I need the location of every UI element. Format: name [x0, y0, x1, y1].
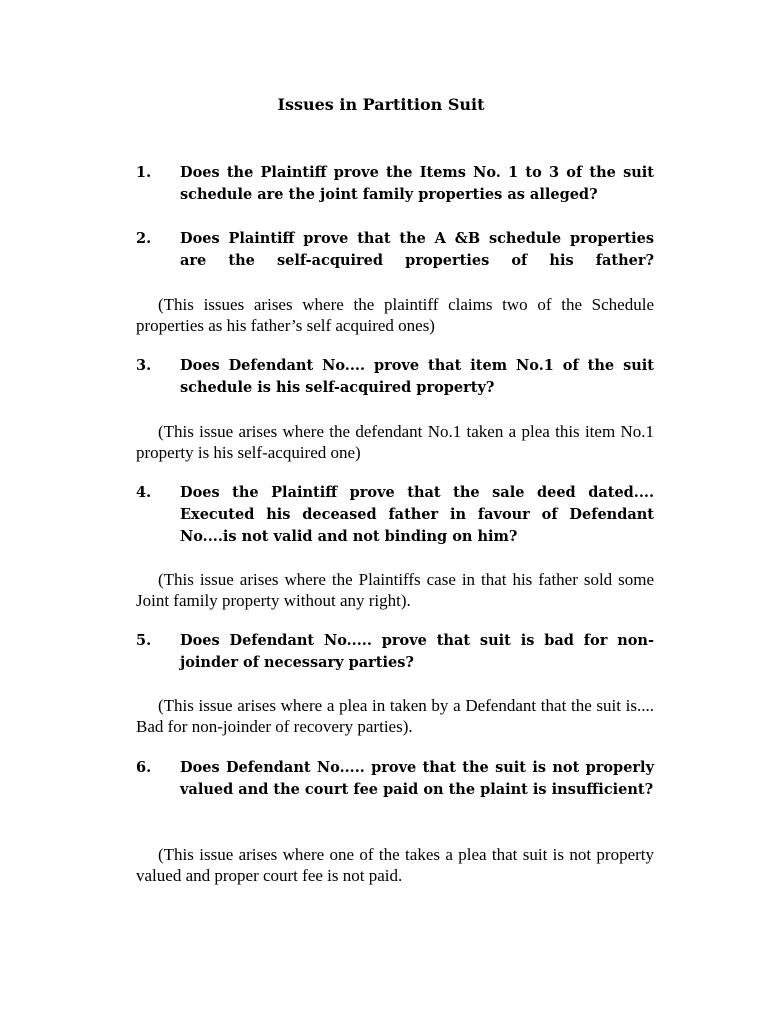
- issue-item-6: [136, 757, 654, 801]
- issue-text: Does the Plaintiff prove the Items No. 1 to 3 of the suit schedule are the joint family properties as alleged?: [180, 164, 654, 203]
- issue-note-6: (This issue arises where one of the takes a plea that suit is not property valued and proper court fee is not paid.: [136, 845, 654, 885]
- issue-number: 5.: [136, 632, 152, 649]
- issue-item-1: [136, 162, 654, 206]
- issue-text: Does the Plaintiff prove that the sale deed dated.... Executed his deceased father in favour of Defendant No....is not valid and not binding on him?: [180, 484, 654, 545]
- document-title: Issues in Partition Suit: [277, 95, 485, 114]
- issue-text: Does Defendant No..... prove that the suit is not properly valued and the court fee paid on the plaint is insufficient?: [180, 759, 654, 798]
- issue-item-2: [136, 228, 654, 272]
- issue-note-2: (This issues arises where the plaintiff claims two of the Schedule properties as his father’s self acquired ones): [136, 295, 654, 335]
- issue-note-4: (This issue arises where the Plaintiffs case in that his father sold some Joint family property without any right).: [136, 570, 654, 610]
- issue-number: 2.: [136, 230, 152, 247]
- issue-item-5: [136, 630, 654, 674]
- issue-text: Does Plaintiff prove that the A &B schedule properties are the self-acquired properties of his father?: [180, 230, 654, 269]
- issue-number: 4.: [136, 484, 152, 501]
- issue-text: Does Defendant No.... prove that item No.1 of the suit schedule is his self-acquired property?: [180, 357, 654, 396]
- issue-item-3: [136, 355, 654, 399]
- issue-text: Does Defendant No..... prove that suit is bad for non-joinder of necessary parties?: [180, 632, 654, 671]
- issue-note-3: (This issue arises where the defendant No.1 taken a plea this item No.1 property is his self-acquired one): [136, 422, 654, 462]
- issue-number: 3.: [136, 357, 152, 374]
- issue-note-5: (This issue arises where a plea in taken by a Defendant that the suit is.... Bad for non-joinder of recovery parties).: [136, 696, 654, 736]
- issue-number: 6.: [136, 759, 152, 776]
- issue-number: 1.: [136, 164, 152, 181]
- issue-item-4: [136, 482, 654, 548]
